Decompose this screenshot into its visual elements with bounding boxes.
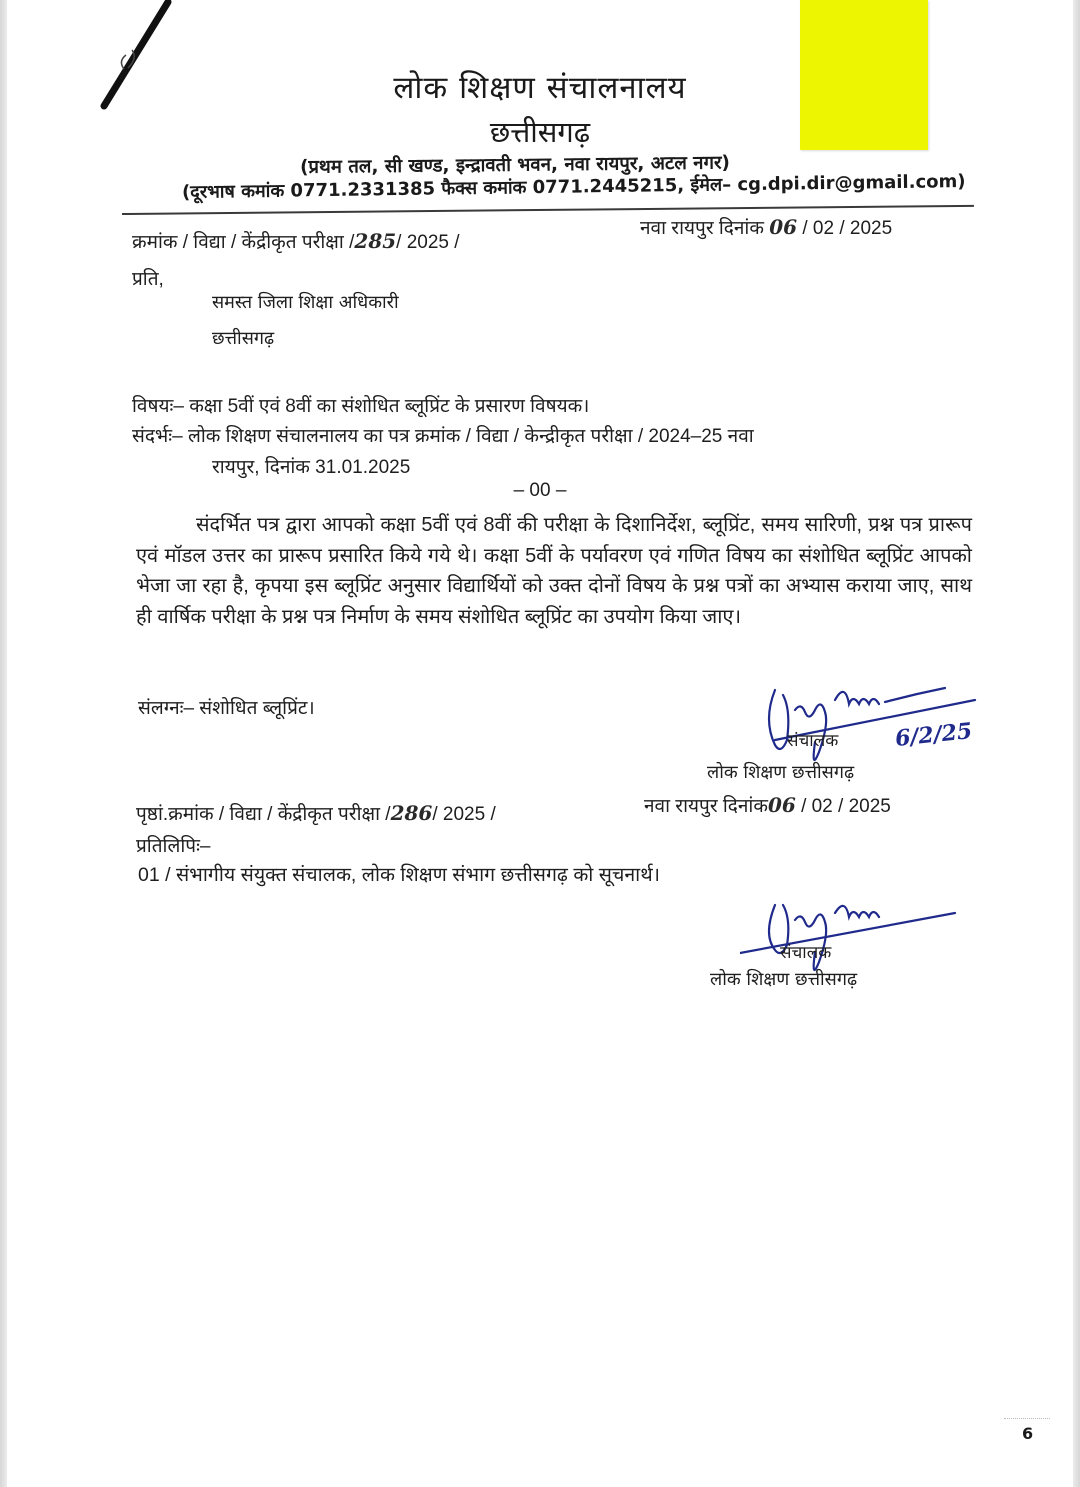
page-footer-dots — [1004, 1418, 1050, 1420]
ref-handwritten-number: 285 — [354, 229, 397, 253]
subject-text: कक्षा 5वीं एवं 8वीं का संशोधित ब्लूप्रिंट के प्रसारण विषयक। — [189, 396, 590, 417]
addressee-prati: प्रति, — [132, 269, 164, 290]
page-edge-left — [0, 0, 7, 1487]
ref-suffix: / 2025 / — [396, 232, 460, 253]
subject-line — [132, 392, 589, 418]
office-address: (प्रथम तल, सी खण्ड, इन्द्रावती भवन, नवा रायपुर, अटल नगर) — [299, 152, 731, 178]
date-rest: / 02 / 2025 — [802, 218, 893, 239]
signatory-office-2: लोक शिक्षण छत्तीसगढ़ — [710, 969, 858, 990]
office-contact: (दूरभाष कमांक 0771.2331385 फैक्स कमांक 0771.2445215, ईमेल– cg.dpi.dir@gmail.com) — [181, 171, 966, 203]
copy-reference-number — [136, 800, 496, 826]
addressee-line-2: छत्तीसगढ़ — [212, 328, 275, 349]
letter-body — [136, 510, 972, 632]
copy-date-rest: / 02 / 2025 — [801, 796, 891, 817]
sandarbh-text-1: लोक शिक्षण संचालनालय का पत्र क्रमांक / विद्या / केन्द्रीकृत परीक्षा / 2024–25 नवा — [187, 426, 754, 447]
letter-date — [640, 214, 892, 240]
copy-date-prefix: नवा रायपुर दिनांक — [644, 796, 768, 817]
letter-reference-number — [132, 228, 460, 254]
addressee-line-1: समस्त जिला शिक्षा अधिकारी — [212, 292, 399, 313]
enclosure-line: संलग्नः– संशोधित ब्लूप्रिंट। — [138, 698, 315, 719]
date-handwritten-day: 06 — [769, 215, 798, 239]
office-state: छत्तीसगढ़ — [489, 115, 591, 149]
letter-body-text: संदर्भित पत्र द्वारा आपको कक्षा 5वीं एवं 8वीं की परीक्षा के दिशानिर्देश, ब्लूप्रिंट, समय सारिणी, प्रश्न पत्र प्रारूप एवं मॉडल उत्तर का प्रारूप प्रसारित किये गये थे। कक्षा 5वीं के पर्यावरण एवं गणित विषय का संशोधित ब्लूप्रिंट आपको भेजा जा रहा है, कृपया इस ब्लूप्रिंट अनुसार विद्यार्थियों को उक्त दोनों विषय के प्रश्न पत्रों का अभ्यास कराया जाए, साथ ही वार्षिक परीक्षा के प्रश्न पत्र निर्माण के समय संशोधित ब्लूप्रिंट का उपयोग किया जाए। — [136, 514, 972, 628]
copy-date-handwritten-day: 06 — [767, 793, 796, 817]
copy-to-item: 01 / संभागीय संयुक्त संचालक, लोक शिक्षण संभाग छत्तीसगढ़ को सूचनार्थ। — [138, 864, 661, 886]
ref-prefix: क्रमांक / विद्या / केंद्रीकृत परीक्षा / — [132, 232, 355, 253]
sandarbh-line-2: रायपुर, दिनांक 31.01.2025 — [212, 457, 411, 478]
copy-to-label: प्रतिलिपिः– — [136, 836, 211, 857]
sandarbh-line-1 — [132, 422, 754, 448]
separator: – 00 – — [513, 480, 567, 501]
page-edge-right — [1073, 0, 1080, 1487]
signature-date: 6/2/25 — [893, 718, 974, 752]
page-number: 6 — [1022, 1424, 1034, 1443]
signatory-office-1: लोक शिक्षण छत्तीसगढ़ — [707, 762, 855, 783]
office-title: लोक शिक्षण संचालनालय — [393, 70, 687, 106]
sandarbh-label: संदर्भः– — [132, 426, 183, 447]
subject-label: विषयः– — [132, 396, 184, 417]
copy-ref-suffix: / 2025 / — [432, 804, 496, 825]
copy-date — [644, 792, 891, 818]
copy-ref-prefix: पृष्ठां.क्रमांक / विद्या / केंद्रीकृत परीक्षा / — [136, 804, 391, 825]
signatory-designation-2: संचालक — [780, 943, 832, 962]
date-prefix: नवा रायपुर दिनांक — [640, 218, 764, 239]
signatory-designation-1: संचालक — [787, 731, 839, 750]
copy-ref-handwritten-number: 286 — [390, 801, 433, 825]
